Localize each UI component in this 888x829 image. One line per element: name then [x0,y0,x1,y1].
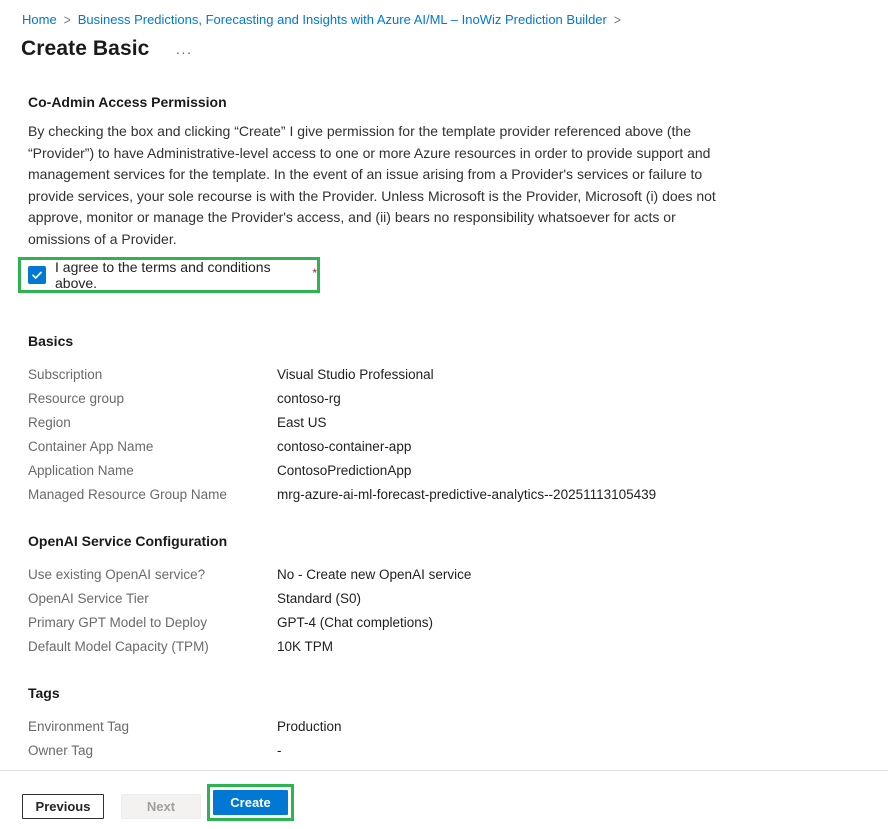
create-button[interactable]: Create [213,790,288,815]
footer-button-bar [22,784,294,821]
row-value: - [277,742,282,758]
row-label: Default Model Capacity (TPM) [28,638,209,654]
row-application-name [28,458,888,482]
row-environment-tag [28,714,888,738]
footer-divider [0,770,888,771]
row-resource-group [28,386,888,410]
row-value: ContosoPredictionApp [277,462,412,478]
agree-terms-label[interactable]: I agree to the terms and conditions above. [55,259,271,291]
row-label: Owner Tag [28,742,94,758]
section-tags [28,685,888,762]
agree-terms-checkbox[interactable] [28,266,46,284]
coadmin-heading: Co-Admin Access Permission [28,94,227,110]
row-container-app-name [28,434,888,458]
breadcrumb [0,0,888,27]
title-row [0,27,888,61]
row-openai-tier [28,586,888,610]
breadcrumb-link-home[interactable]: Home [22,12,57,27]
row-label: Managed Resource Group Name [28,486,227,502]
breadcrumb-separator-icon: > [613,11,621,28]
section-heading-basics: Basics [28,333,74,349]
coadmin-legal-text: By checking the box and clicking “Create” I give permission for the template provider referenced above (the “Provider”) to have Administrative-level access to one or more Azure resources in order to provide support and management services for the template. In the event of an issue arising from a Provider's services or failure to provide services, your sole recourse is with the Provider. Unless Microsoft is the Provider, Microsoft (i) does not approve, monitor or manage the Provider's access, and (ii) bears no responsibility whatsoever for acts or omissions of a Provider. [28,123,716,247]
highlight-box-checkbox [18,257,320,293]
row-label: Primary GPT Model to Deploy [28,614,208,630]
row-label: Application Name [28,462,134,478]
tags-rows [28,714,888,762]
row-value: No - Create new OpenAI service [277,566,472,582]
row-use-existing-openai [28,562,888,586]
highlight-box-create [207,784,294,821]
breadcrumb-link-template[interactable]: Business Predictions, Forecasting and Insights with Azure AI/ML – InoWiz Prediction Builder [77,12,607,27]
row-value: contoso-rg [277,390,341,406]
more-actions-icon[interactable]: ··· [175,44,193,60]
row-value: Visual Studio Professional [277,366,434,382]
basics-rows [28,362,888,506]
row-gpt-model [28,610,888,634]
row-value: mrg-azure-ai-ml-forecast-predictive-analytics--20251113105439 [277,486,657,502]
openai-rows [28,562,888,658]
row-label: Resource group [28,390,125,406]
next-button: Next [121,794,201,819]
section-basics [28,333,888,506]
row-region [28,410,888,434]
row-model-capacity [28,634,888,658]
row-managed-resource-group [28,482,888,506]
breadcrumb-separator-icon: > [63,11,71,28]
row-label: Subscription [28,366,103,382]
row-label: Container App Name [28,438,154,454]
previous-button[interactable]: Previous [22,794,104,819]
row-value: 10K TPM [277,638,334,654]
section-openai-config [28,533,888,658]
row-label: Region [28,414,71,430]
row-label: OpenAI Service Tier [28,590,149,606]
row-subscription [28,362,888,386]
row-value: GPT-4 (Chat completions) [277,614,434,630]
section-heading-openai: OpenAI Service Configuration [28,533,228,549]
section-heading-tags: Tags [28,685,60,701]
row-value: contoso-container-app [277,438,412,454]
row-value: Production [277,718,342,734]
required-asterisk: * [312,266,317,280]
row-owner-tag [28,738,888,762]
checkmark-icon [31,269,43,281]
row-label: Use existing OpenAI service? [28,566,206,582]
page-title: Create Basic [21,37,150,60]
row-value: East US [277,414,327,430]
row-value: Standard (S0) [277,590,362,606]
row-label: Environment Tag [28,718,130,734]
